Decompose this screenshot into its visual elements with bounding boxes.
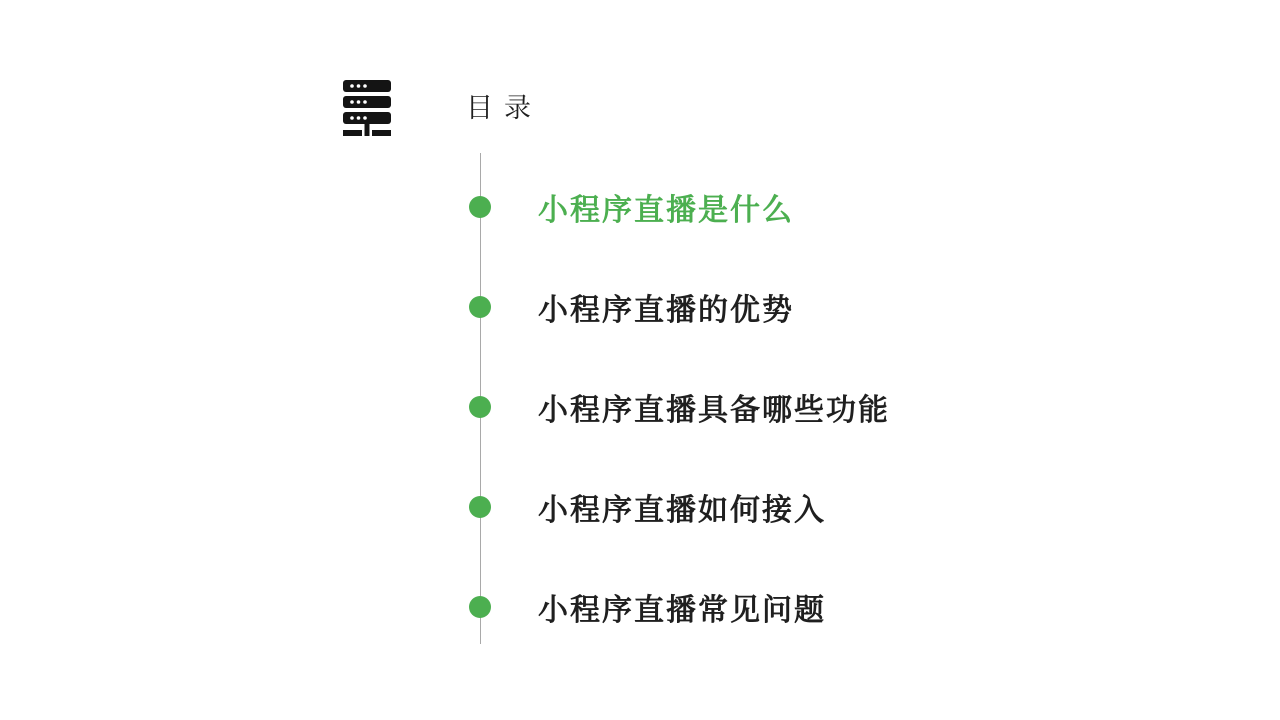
bullet-dot-icon	[469, 196, 491, 218]
toc-item-label: 小程序直播如何接入	[538, 494, 826, 527]
toc-item-label: 小程序直播是什么	[538, 194, 794, 227]
toc-item[interactable]	[0, 357, 1280, 457]
toc-item[interactable]	[0, 157, 1280, 257]
bullet-dot-icon	[469, 296, 491, 318]
toc-item-label: 小程序直播的优势	[538, 294, 794, 327]
toc-item[interactable]	[0, 557, 1280, 657]
toc-item[interactable]	[0, 457, 1280, 557]
bullet-dot-icon	[469, 396, 491, 418]
toc-item[interactable]	[0, 257, 1280, 357]
toc-list	[0, 157, 1280, 657]
server-rack-icon	[343, 80, 391, 136]
page-title: 目录	[466, 93, 542, 123]
toc-item-label: 小程序直播常见问题	[538, 594, 826, 627]
bullet-dot-icon	[469, 596, 491, 618]
toc-item-label: 小程序直播具备哪些功能	[538, 394, 890, 427]
bullet-dot-icon	[469, 496, 491, 518]
